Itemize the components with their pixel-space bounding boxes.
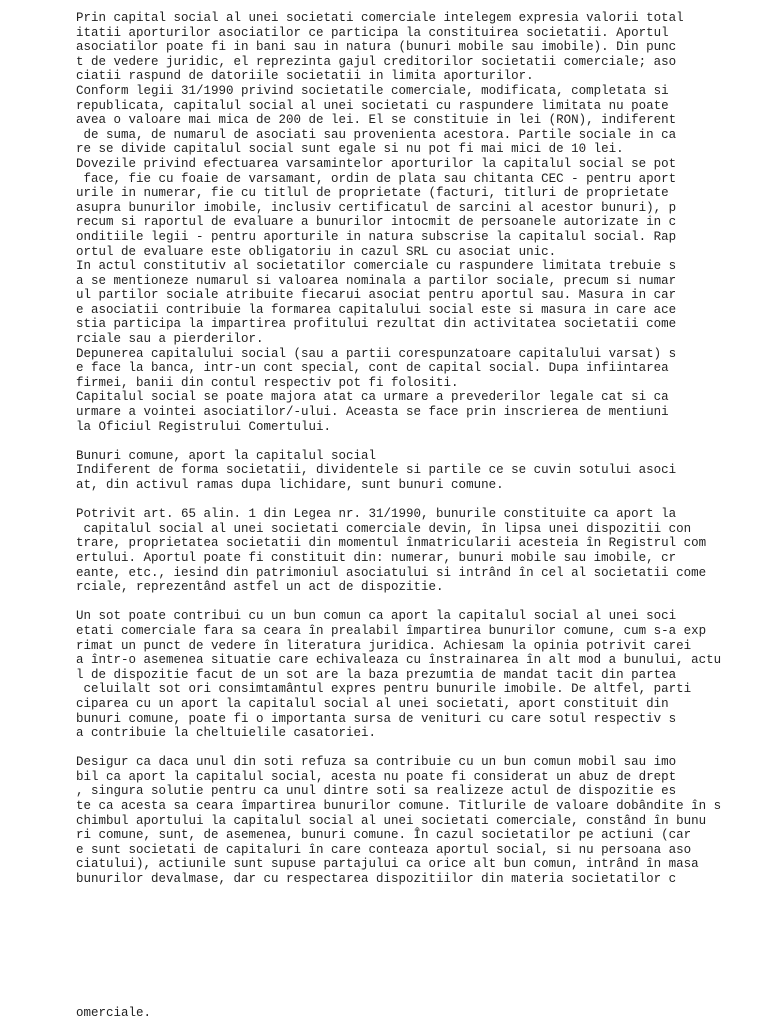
document-line: In actul constitutiv al societatilor comerciale cu raspundere limitata trebuie s xyxy=(76,259,677,274)
document-line: stia participa la impartirea profitului rezultat din activitatea societatii come xyxy=(76,317,677,332)
document-line: eante, etc., iesind din patrimoniul asociatului si intrând în cel al societatii come xyxy=(76,565,707,580)
document-line: e sunt societati de capitaluri în care conteaza aportul social, si nu persoana aso xyxy=(76,842,692,857)
document-line: a contribuie la cheltuielile casatoriei. xyxy=(76,726,377,741)
document-line: rciale, reprezentând astfel un act de dispozitie. xyxy=(76,580,444,595)
document-line: , singura solutie pentru ca unul dintre soti sa realizeze actul de dispozitie es xyxy=(76,784,677,799)
document-line: Un sot poate contribui cu un bun comun ca aport la capitalul social al unei soci xyxy=(76,609,677,624)
document-line: Indiferent de forma societatii, dividentele si partile ce se cuvin sotului asoci xyxy=(76,463,677,478)
document-line: capitalul social al unei societati comerciale devin, în lipsa unei dispozitii con xyxy=(76,521,692,536)
document-line: de suma, de numarul de asociati sau provenienta acestora. Partile sociale in ca xyxy=(76,127,677,142)
document-line xyxy=(76,434,716,449)
document-line: ortul de evaluare este obligatoriu in cazul SRL cu asociat unic. xyxy=(76,244,557,259)
document-line: a într-o asemenea situatie care echivaleaza cu înstrainarea în alt mod a bunului, actu xyxy=(76,653,722,668)
document-line: l de dispozitie facut de un sot are la baza prezumtia de mandat tacit din partea xyxy=(76,667,677,682)
document-line: face, fie cu foaie de varsamant, ordin de plata sau chitanta CEC - pentru aport xyxy=(76,171,677,186)
document-line: Desigur ca daca unul din soti refuza sa contribuie cu un bun comun mobil sau imo xyxy=(76,755,677,770)
document-line: Capitalul social se poate majora atat ca urmare a prevederilor legale cat si ca xyxy=(76,390,669,405)
document-tail-line: omerciale. xyxy=(76,1006,152,1020)
document-line: rimat un punct de vedere în literatura juridica. Achiesam la opinia potrivit carei xyxy=(76,638,692,653)
document-line: recum si raportul de evaluare a bunurilor intocmit de persoanele autorizate in c xyxy=(76,215,677,230)
document-line: Conform legii 31/1990 privind societatile comerciale, modificata, completata si xyxy=(76,83,669,98)
document-line: ul partilor sociale atribuite fiecarui asociat pentru aportul sau. Masura in car xyxy=(76,288,677,303)
document-line: re se divide capitalul social sunt egale si nu pot fi mai mici de 10 lei. xyxy=(76,142,624,157)
document-line: firmei, banii din contul respectiv pot fi folositi. xyxy=(76,375,459,390)
document-line: at, din activul ramas dupa lichidare, sunt bunuri comune. xyxy=(76,478,504,492)
document-line xyxy=(76,595,716,610)
document-line: bil ca aport la capitalul social, acesta nu poate fi considerat un abuz de drept xyxy=(76,769,677,784)
document-line: asupra bunurilor imobile, inclusiv certificatul de sarcini al acestor bunuri), p xyxy=(76,200,677,215)
document-line: bunurilor devalmase, dar cu respectarea dispozitiilor din materia societatilor c xyxy=(76,872,677,887)
document-line: ciatului), actiunile sunt supuse partajului ca orice alt bun comun, intrând în masa xyxy=(76,857,699,872)
document-line: t de vedere juridic, el reprezinta gajul creditorilor societatii comerciale; aso xyxy=(76,54,677,69)
document-line: bunuri comune, poate fi o importanta sursa de venituri cu care sotul respectiv s xyxy=(76,711,677,726)
document-line: itatii aporturilor asociatilor ce participa la constituirea societatii. Aportul xyxy=(76,25,669,40)
document-line: celuilalt sot ori consimtamântul expres pentru bunurile imobile. De altfel, parti xyxy=(76,682,692,697)
document-line: onditiile legii - pentru aporturile in natura subscrise la capitalul social. Rap xyxy=(76,229,677,244)
document-line: te ca acesta sa ceara împartirea bunurilor comune. Titlurile de valoare dobândite în s xyxy=(76,799,722,814)
document-line: etati comerciale fara sa ceara în prealabil împartirea bunurilor comune, cum s-a exp xyxy=(76,623,707,638)
document-line xyxy=(76,493,716,508)
document-line: e face la banca, intr-un cont special, cont de capital social. Dupa infiintarea xyxy=(76,361,669,376)
document-line: la Oficiul Registrului Comertului. xyxy=(76,419,332,434)
document-line: urile in numerar, fie cu titlul de proprietate (facturi, titluri de proprietate xyxy=(76,186,669,201)
document-line: ciatii raspund de datoriile societatii in limita aporturilor. xyxy=(76,69,534,84)
document-line: asociatilor poate fi in bani sau in natura (bunuri mobile sau imobile). Din punc xyxy=(76,40,677,55)
document-line: republicata, capitalul social al unei societati cu raspundere limitata nu poate xyxy=(76,98,669,113)
document-line: e asociatii contribuie la formarea capitalului social este si masura in care ace xyxy=(76,302,677,317)
document-line: chimbul aportului la capitalul social al unei societati comerciale, constând în bunu xyxy=(76,813,707,828)
document-line: Potrivit art. 65 alin. 1 din Legea nr. 31/1990, bunurile constituite ca aport la xyxy=(76,507,677,522)
document-line: ertului. Aportul poate fi constituit din: numerar, bunuri mobile sau imobile, cr xyxy=(76,550,677,565)
document-line: Depunerea capitalului social (sau a partii corespunzatoare capitalului varsat) s xyxy=(76,346,677,361)
document-line: urmare a vointei asociatilor/-ului. Aceasta se face prin inscrierea de mentiuni xyxy=(76,405,669,420)
document-line: trare, proprietatea societatii din momentul înmatricularii acesteia în Registrul com xyxy=(76,536,707,551)
document-line: avea o valoare mai mica de 200 de lei. El se constituie in lei (RON), indiferent xyxy=(76,113,677,128)
document-line: Bunuri comune, aport la capitalul social xyxy=(76,448,377,463)
document-line: ciparea cu un aport la capitalul social al unei societati, aport constituit din xyxy=(76,696,669,711)
document-line: ri comune, sunt, de asemenea, bunuri comune. În cazul societatilor pe actiuni (car xyxy=(76,828,692,843)
document-line: a se mentioneze numarul si valoarea nominala a partilor sociale, precum si numar xyxy=(76,273,677,288)
document-line xyxy=(76,741,716,756)
document-body xyxy=(76,11,722,887)
document-line: Prin capital social al unei societati comerciale intelegem expresia valorii total xyxy=(76,11,684,25)
document-line: rciale sau a pierderilor. xyxy=(76,332,264,347)
document-line: Dovezile privind efectuarea varsamintelor aporturilor la capitalul social se pot xyxy=(76,156,677,171)
